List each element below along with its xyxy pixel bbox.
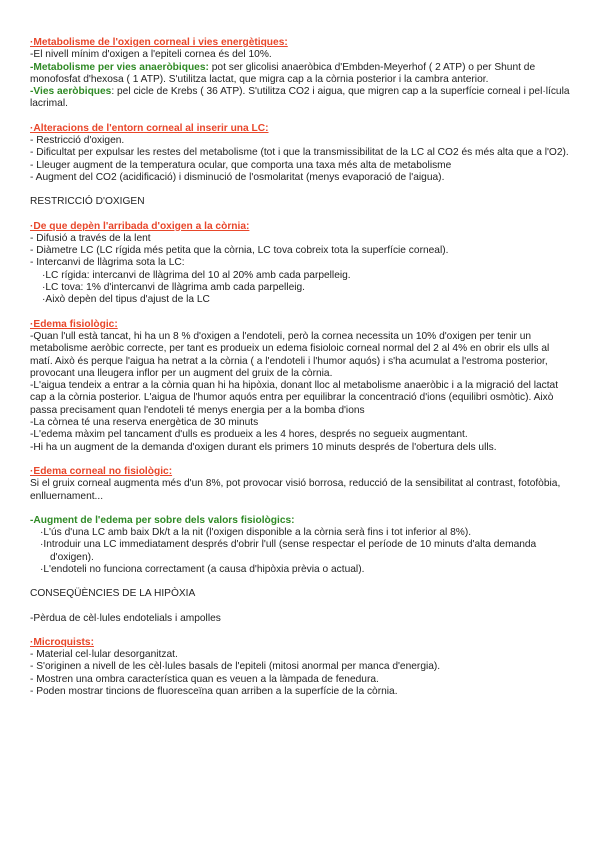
restriction-title-block xyxy=(30,196,570,208)
paragraph: -La còrnea té una reserva energètica de 30 minuts xyxy=(30,417,259,429)
sub-list-item: ·L'endoteli no funciona correctament (a causa d'hipòxia prèvia o actual). xyxy=(40,563,365,575)
paragraph: -L'aigua tendeix a entrar a la còrnia quan hi ha hipòxia, donant lloc al metabolisme anaeròbic i a la migració del lactat cap a la còrnia posterior. L'aigua de l'humor aquós entra per equilibrar la concentració d'ions (equilibri osmòtic). Això passa precisament quan l'endoteli té menys energia per a la bomba d'ions xyxy=(30,380,559,416)
list-item: - Poden mostrar tincions de fluoresceïna quan arriben a la superfície de la còrnia. xyxy=(30,686,398,698)
paragraph: -L'edema màxim pel tancament d'ulls es produeix a les 4 hores, després no segueix augmentant. xyxy=(30,429,468,441)
microcysts-section xyxy=(30,637,570,698)
arrival-heading: ·De que depèn l'arribada d'oxigen a la còrnia: xyxy=(30,220,250,232)
section-title: RESTRICCIÓ D'OXIGEN xyxy=(30,196,145,208)
sub-list-item: ·LC rígida: intercanvi de llàgrima del 10 al 20% amb cada parpelleig. xyxy=(42,269,351,281)
increase-heading: -Augment de l'edema per sobre dels valors fisiològics: xyxy=(30,514,295,526)
list-item: - Intercanvi de llàgrima sota la LC: xyxy=(30,257,185,269)
anaerobic-paragraph xyxy=(30,62,570,87)
paragraph: -Quan l'ull està tancat, hi ha un 8 % d'oxigen a l'endoteli, però la cornea necessita un 10% d'oxigen per tenir un metabolisme aeròbic correcte, per tant es produeix un edema fisioloic corneal normal del 2 al 4% en obrir els ulls al matí. Això és perque l'aigua ha netrat a la còrnia ( a l'endoteli i l'humor aquós) i s'ha acumulat a l'estroma posterior, provocant una lleugera inflor per un augment del gruix de la còrnia. xyxy=(30,330,550,379)
paragraph: -Pèrdua de cèl·lules endotelials i ampolles xyxy=(30,612,221,624)
metabolism-section xyxy=(30,37,570,111)
aerobic-paragraph xyxy=(30,86,570,111)
microcysts-heading: ·Microquists: xyxy=(30,636,94,648)
list-item: - Difusió a través de la lent xyxy=(30,232,151,244)
arrival-section xyxy=(30,221,570,307)
paragraph: Si el gruix corneal augmenta més d'un 8%, pot provocar visió borrosa, reducció de la sensibilitat al contrast, fotofòbia, enlluernament... xyxy=(30,478,561,502)
anaerobic-label: -Metabolisme per vies anaeròbiques: xyxy=(30,61,209,73)
alterations-heading: ·Alteracions de l'entorn corneal al inserir una LC: xyxy=(30,122,269,134)
paragraph: -Hi ha un augment de la demanda d'oxigen durant els primers 10 minuts després de l'obertura dels ulls. xyxy=(30,441,497,453)
alterations-section xyxy=(30,123,570,184)
list-item: - Restricció d'oxigen. xyxy=(30,135,125,147)
aerobic-text: : pel cicle de Krebs ( 36 ATP). S'utilitza CO2 i aigua, que migren cap a la superfície corneal i pel·lícula lacrimal. xyxy=(30,86,570,110)
list-item: - Mostren una ombra característica quan es veuen a la làmpada de fenedura. xyxy=(30,673,379,685)
list-item: - S'originen a nivell de les cèl·lules basals de l'epiteli (mitosi anormal per manca d'energia). xyxy=(30,661,441,673)
section-title: CONSEQÜÈNCIES DE LA HIPÒXIA xyxy=(30,588,196,600)
physio-edema-section xyxy=(30,319,570,454)
metabolism-heading: ·Metabolisme de l'oxigen corneal i vies energètiques: xyxy=(30,37,288,48)
anaerobic-text: pot ser glicolisi anaeròbica d'Embden-Meyerhof ( 2 ATP) o per Shunt de monofosfat d'hexosa ( 1 ATP). S'utilitza lactat, que migra cap a la còrnia posterior i la cambra anterior. xyxy=(30,61,536,85)
consequences-title-block xyxy=(30,588,570,600)
aerobic-label: -Vies aeròbiques xyxy=(30,86,112,98)
increase-section xyxy=(30,515,570,576)
sub-list-item: ·Introduir una LC immediatament després d'obrir l'ull (sense respectar el període de 10 minuts d'alta demanda d'oxigen). xyxy=(40,539,537,563)
list-item: - Dificultat per expulsar les restes del metabolisme (tot i que la transmissibilitat de la LC al CO2 és més alta que a l'O2). xyxy=(30,147,569,159)
list-item: - Lleuger augment de la temperatura ocular, que comporta una taxa més alta de metabolisme xyxy=(30,159,452,171)
list-item: - Diàmetre LC (LC rígida més petita que la còrnia, LC tova cobreix tota la superfície corneal). xyxy=(30,245,449,257)
cell-loss-block xyxy=(30,613,570,625)
metabolism-line: -El nivell mínim d'oxigen a l'epiteli cornea és del 10%. xyxy=(30,49,272,61)
nonphysio-edema-heading: ·Edema corneal no fisiològic: xyxy=(30,465,173,477)
nonphysio-edema-section xyxy=(30,466,570,503)
physio-edema-heading: ·Edema fisiològic: xyxy=(30,318,118,330)
sub-list-item: ·Això depèn del tipus d'ajust de la LC xyxy=(42,294,210,306)
list-item: - Augment del CO2 (acidificació) i disminució de l'osmolaritat (menys evaporació de l'aigua). xyxy=(30,171,445,183)
sub-list-item: ·LC tova: 1% d'intercanvi de llàgrima amb cada parpelleig. xyxy=(42,282,305,294)
sub-list-item: ·L'ús d'una LC amb baix Dk/t a la nit (l'oxigen disponible a la còrnia serà fins i tot inferior al 8%). xyxy=(40,527,472,539)
list-item: - Material cel·lular desorganitzat. xyxy=(30,649,178,661)
